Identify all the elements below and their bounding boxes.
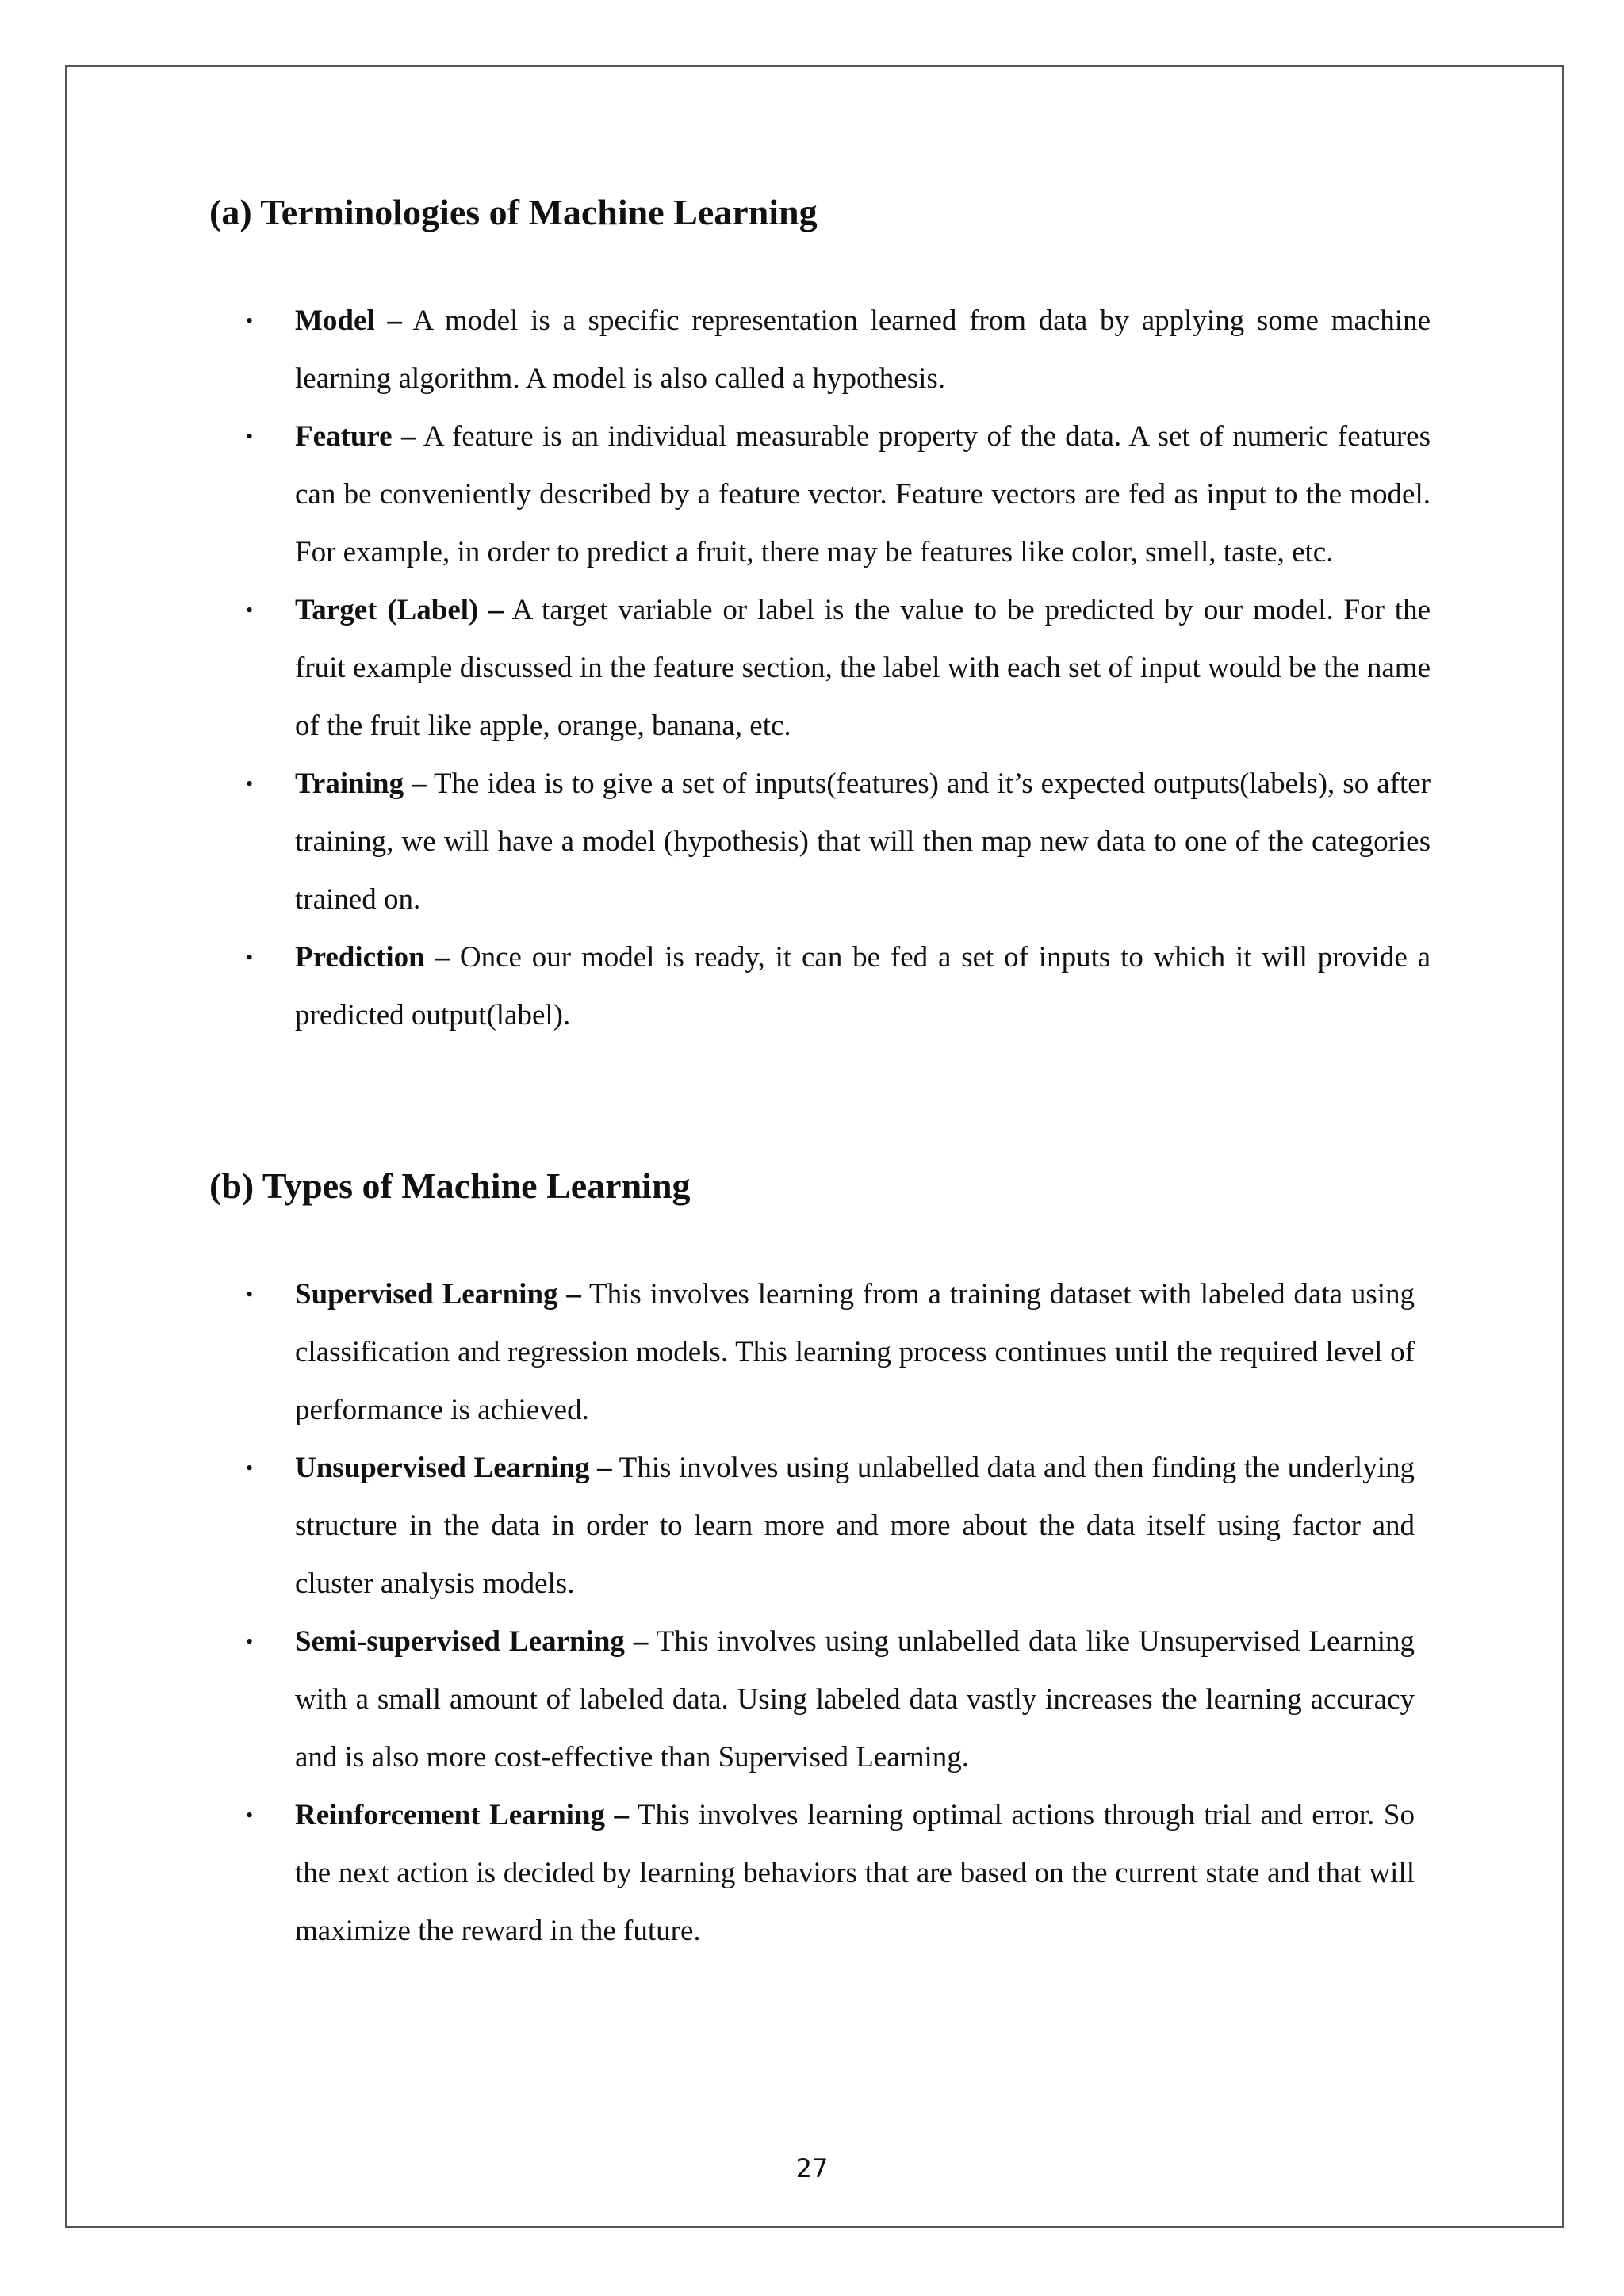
term-description: This involves learning from a training dataset with labeled data using classification and regression models. This learning process continues until the required level of performance is achieved.	[295, 1278, 1415, 1426]
terminology-list	[209, 292, 1431, 1044]
bullet-icon: •	[246, 1283, 254, 1306]
term-label: Model –	[295, 304, 402, 337]
term-label: Semi-supervised Learning –	[295, 1625, 649, 1658]
list-item-feature	[209, 408, 1431, 581]
section-heading: (b) Types of Machine Learning	[209, 1165, 691, 1206]
bullet-icon: •	[246, 425, 254, 448]
term-description: The idea is to give a set of inputs(features) and it’s expected outputs(labels), so after training, we will have a model (hypothesis) that will then map new data to one of the categories trained on.	[295, 767, 1431, 916]
section-types	[209, 1162, 1431, 1960]
list-item-supervised	[209, 1265, 1415, 1439]
term-description: Once our model is ready, it can be fed a set of inputs to which it will provide a predicted output(label).	[295, 941, 1431, 1031]
list-item-model	[209, 292, 1431, 408]
term-description: A model is a specific representation learned from data by applying some machine learning algorithm. A model is also called a hypothesis.	[295, 304, 1431, 395]
bullet-icon: •	[246, 1456, 254, 1479]
types-list	[209, 1265, 1415, 1960]
section-heading: (a) Terminologies of Machine Learning	[209, 192, 818, 232]
section-terminologies	[209, 189, 1431, 1044]
list-item-target	[209, 581, 1431, 755]
term-label: Training –	[295, 767, 427, 800]
term-label: Supervised Learning –	[295, 1278, 581, 1311]
term-description: This involves learning optimal actions through trial and error. So the next action is decided by learning behaviors that are based on the current state and that will maximize the reward in the future.	[295, 1799, 1415, 1947]
bullet-icon: •	[246, 772, 254, 795]
list-item-reinforcement	[209, 1786, 1415, 1960]
bullet-icon: •	[246, 599, 254, 622]
term-description: This involves using unlabelled data like Unsupervised Learning with a small amount of labeled data. Using labeled data vastly increases the learning accuracy and is also more cost-effective than Supervised Learning.	[295, 1625, 1415, 1774]
term-label: Feature –	[295, 420, 416, 453]
term-description: A feature is an individual measurable property of the data. A set of numeric features can be conveniently described by a feature vector. Feature vectors are fed as input to the model. For example, in order to predict a fruit, there may be features like color, smell, taste, etc.	[295, 420, 1431, 568]
bullet-icon: •	[246, 1804, 254, 1827]
list-item-prediction	[209, 928, 1431, 1044]
term-label: Prediction –	[295, 941, 450, 974]
term-description: A target variable or label is the value to be predicted by our model. For the fruit example discussed in the feature section, the label with each set of input would be the name of the fruit like apple, orange, banana, etc.	[295, 594, 1431, 742]
list-item-semi-supervised	[209, 1613, 1415, 1786]
term-label: Target (Label) –	[295, 594, 504, 626]
bullet-icon: •	[246, 946, 254, 969]
term-label: Reinforcement Learning –	[295, 1799, 630, 1831]
list-item-unsupervised	[209, 1439, 1415, 1613]
term-description: This involves using unlabelled data and then finding the underlying structure in the data in order to learn more and more about the data itself using factor and cluster analysis models.	[295, 1452, 1415, 1600]
page-number: 27	[795, 2153, 829, 2183]
bullet-icon: •	[246, 1630, 254, 1653]
term-label: Unsupervised Learning –	[295, 1452, 612, 1484]
bullet-icon: •	[246, 309, 254, 332]
list-item-training	[209, 755, 1431, 928]
